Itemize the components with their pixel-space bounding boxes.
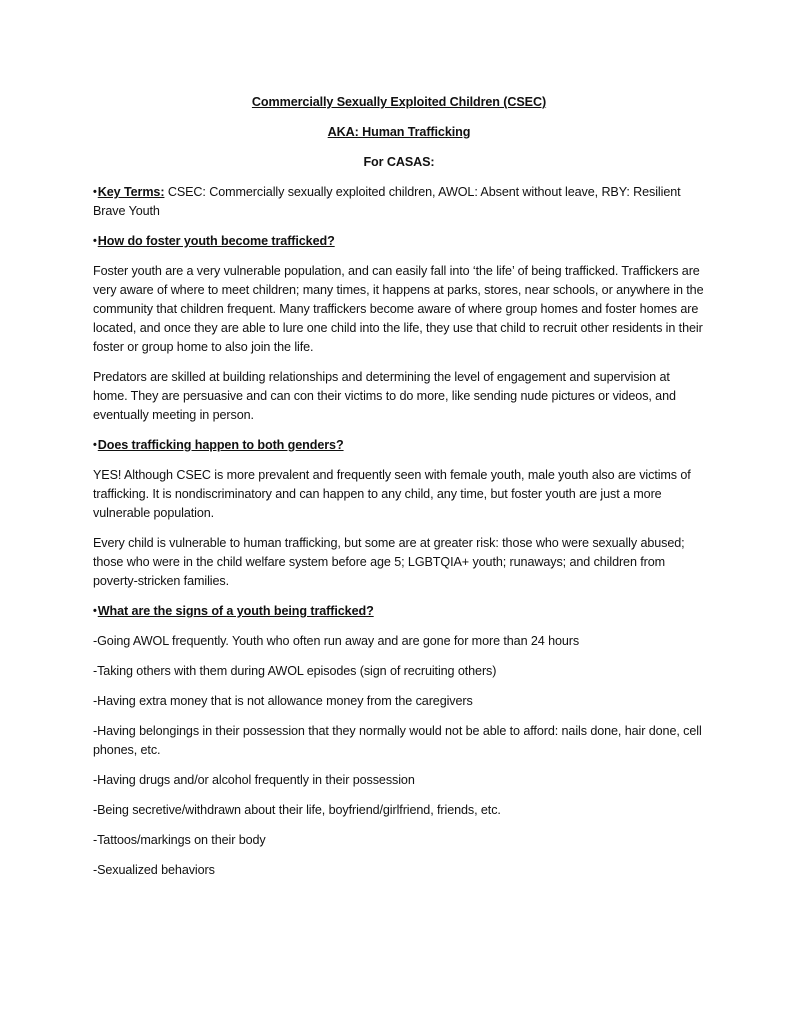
sign-item: -Having belongings in their possession that they normally would not be able to afford: nails done, hair done, cell phones, etc. (93, 724, 702, 757)
section3-heading-line (93, 602, 705, 621)
key-terms-paragraph (93, 183, 705, 221)
bullet-icon: • (93, 235, 97, 247)
sign-item: -Taking others with them during AWOL episodes (sign of recruiting others) (93, 664, 497, 678)
sign-item: -Tattoos/markings on their body (93, 833, 266, 847)
section3-heading: What are the signs of a youth being trafficked? (97, 604, 374, 618)
sign-item: -Having extra money that is not allowance money from the caregivers (93, 694, 473, 708)
sign-item: -Going AWOL frequently. Youth who often run away and are gone for more than 24 hours (93, 634, 580, 648)
section1-paragraph: Predators are skilled at building relationships and determining the level of engagement and supervision at home. They are persuasive and can con their victims to do more, like sending nude pictures or videos, and eventually meeting in person. (93, 370, 676, 422)
key-terms-text: CSEC: Commercially sexually exploited children, AWOL: Absent without leave, RBY: Resilient Brave Youth (93, 185, 681, 218)
section1-heading: How do foster youth become trafficked? (97, 234, 335, 248)
sign-item: -Being secretive/withdrawn about their life, boyfriend/girlfriend, friends, etc. (93, 803, 501, 817)
sign-item: -Having drugs and/or alcohol frequently in their possession (93, 773, 415, 787)
document-aka: AKA: Human Trafficking (327, 125, 471, 139)
sign-item: -Sexualized behaviors (93, 863, 215, 877)
bullet-icon: • (93, 186, 97, 198)
key-terms-label: Key Terms: (97, 185, 165, 199)
section2-heading: Does trafficking happen to both genders? (97, 438, 344, 452)
bullet-icon: • (93, 439, 97, 451)
section2-heading-line (93, 436, 705, 455)
document-page (93, 93, 705, 891)
document-for-line: For CASAS: (363, 155, 435, 169)
section1-heading-line (93, 232, 705, 251)
document-title: Commercially Sexually Exploited Children (CSEC) (251, 95, 547, 109)
bullet-icon: • (93, 605, 97, 617)
section1-paragraph: Foster youth are a very vulnerable population, and can easily fall into ‘the life’ of being trafficked. Traffickers are very aware of where to meet children; many times, it happens at parks, stores, near schools, or anywhere in the community that children frequent. Many traffickers become aware of where group homes and foster homes are located, and once they are able to lure one child into the life, they use that child to recruit other residents in their foster or group home to also join the life. (93, 264, 704, 354)
section2-paragraph: Every child is vulnerable to human trafficking, but some are at greater risk: those who were sexually abused; those who were in the child welfare system before age 5; LGBTQIA+ youth; runaways; and children from poverty-stricken families. (93, 536, 685, 588)
section2-paragraph: YES! Although CSEC is more prevalent and frequently seen with female youth, male youth also are victims of trafficking. It is nondiscriminatory and can happen to any child, any time, but foster youth are just a more vulnerable population. (93, 468, 691, 520)
